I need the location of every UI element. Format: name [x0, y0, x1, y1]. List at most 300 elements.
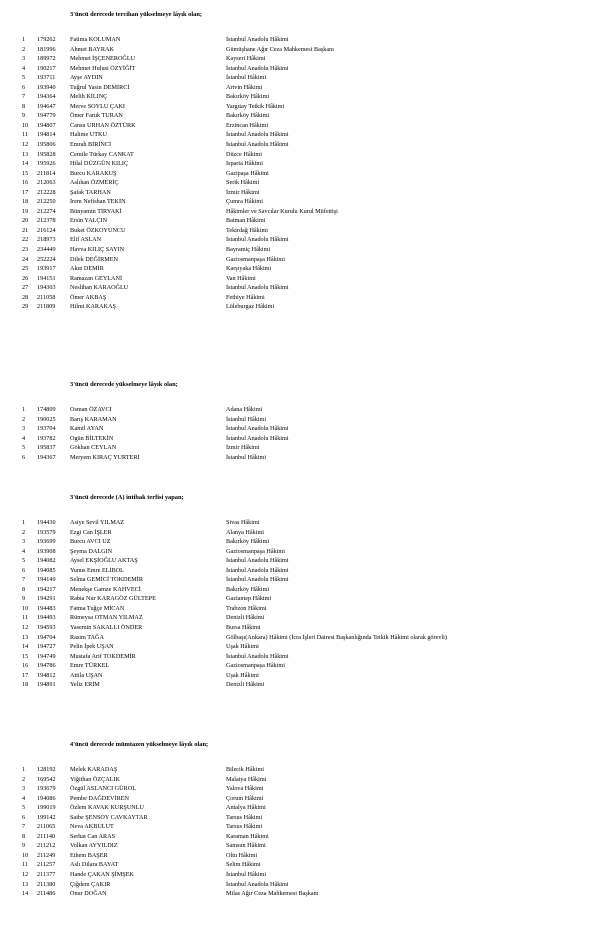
registry-number: 193917 [37, 265, 56, 273]
duty-station: Bilecik Hâkimi [226, 766, 264, 773]
row-number: 11 [22, 131, 28, 139]
duty-station: İstanbul Hâkimi [226, 415, 267, 423]
duty-station: Serik Hâkimi [226, 179, 260, 187]
registry-number: 179262 [37, 36, 56, 43]
registry-number: 194779 [37, 112, 56, 120]
duty-station: İstanbul Anadolu Hâkimi [226, 425, 289, 433]
list-row [0, 528, 605, 538]
row-number: 4 [22, 434, 26, 442]
row-number: 3 [22, 425, 26, 433]
list-row [0, 150, 605, 160]
person-name: Hilal DÜZGÜN KILIÇ [70, 160, 129, 168]
row-number: 2 [22, 528, 26, 536]
row-number: 9 [22, 112, 26, 120]
duty-station: Bakırköy Hâkimi [226, 93, 270, 101]
registry-number: 212274 [37, 207, 56, 215]
list-row [0, 680, 605, 690]
duty-station: İstanbul Anadolu Hâkimi [226, 284, 289, 292]
list-row [0, 111, 605, 121]
list-row [0, 35, 605, 45]
row-number: 1 [22, 36, 26, 43]
list-row [0, 102, 605, 112]
person-name: Cansu URHAN ÖZTÜRK [70, 121, 136, 129]
duty-station: İstanbul Anadolu Hâkimi [226, 141, 289, 149]
person-name: Kamil AYAN [70, 425, 104, 433]
registry-number: 212063 [37, 179, 56, 187]
list-row [0, 226, 605, 236]
duty-station: İstanbul Hâkimi [226, 453, 267, 461]
registry-number: 211140 [37, 832, 56, 840]
list-row [0, 121, 605, 131]
duty-station: İstanbul Anadolu Hâkimi [226, 64, 289, 72]
person-name: Pembe DAĞDEVİREN [70, 794, 129, 802]
person-name: Cemile Türkay CANKAT [70, 150, 134, 158]
duty-station: İstanbul Anadolu Hâkimi [226, 36, 289, 43]
duty-station: Milas Ağır Ceza Mahkemesi Başkanı [226, 890, 319, 898]
duty-station: İzmir Hâkimi [226, 444, 260, 452]
duty-station: Selim Hâkimi [226, 861, 261, 869]
person-name: Emre TÜRKEL [70, 662, 110, 670]
registry-number: 194786 [37, 662, 56, 670]
list-row [0, 518, 605, 528]
duty-station: Van Hâkimi [226, 274, 256, 282]
list-row [0, 188, 605, 198]
duty-station: Bakırköy Hâkimi [226, 585, 270, 593]
list-row [0, 537, 605, 547]
duty-station: Bakırköy Hâkimi [226, 538, 270, 546]
registry-number: 181996 [37, 45, 56, 53]
list-row [0, 566, 605, 576]
person-name: Aslıhan ÖZMERİÇ [70, 179, 119, 187]
row-number: 5 [22, 557, 26, 565]
list-row [0, 54, 605, 64]
list-row [0, 671, 605, 681]
person-name: Melek KARADAŞ [70, 766, 118, 773]
registry-number: 194217 [37, 585, 56, 593]
row-number: 21 [22, 226, 29, 234]
row-number: 12 [22, 141, 29, 149]
duty-station: Denizli Hâkimi [226, 681, 265, 689]
list-row [0, 803, 605, 813]
row-number: 10 [22, 851, 29, 859]
duty-station: İstanbul Anadolu Hâkimi [226, 557, 289, 565]
registry-number: 252224 [37, 255, 56, 263]
person-name: Attila UŞAN [70, 671, 103, 679]
list-row [0, 813, 605, 823]
person-name: Osman ÖZAVCI [70, 406, 112, 413]
duty-station: Gazipaşa Hâkimi [226, 169, 269, 177]
duty-station: İstanbul Hâkimi [226, 74, 267, 82]
row-number: 5 [22, 444, 26, 452]
row-number: 4 [22, 547, 26, 555]
list-row [0, 880, 605, 890]
row-number: 17 [22, 671, 29, 679]
list-row [0, 216, 605, 226]
row-number: 26 [22, 274, 29, 282]
duty-station: Gaziosmanpaşa Hâkimi [226, 547, 285, 555]
registry-number: 193679 [37, 785, 56, 793]
registry-number: 193704 [37, 425, 56, 433]
registry-number: 194493 [37, 614, 56, 622]
list-row [0, 594, 605, 604]
duty-station: Lüleburgaz Hâkimi [226, 303, 275, 311]
row-number: 13 [22, 150, 29, 158]
list-row [0, 159, 605, 169]
duty-station: Oltu Hâkimi [226, 851, 258, 859]
list-row [0, 575, 605, 585]
registry-number: 194364 [37, 93, 56, 101]
duty-station: Antalya Hâkimi [226, 804, 266, 812]
list-row [0, 255, 605, 265]
registry-number: 194704 [37, 633, 56, 641]
duty-station: Isparta Hâkimi [226, 160, 263, 168]
registry-number: 193579 [37, 528, 56, 536]
row-number: 17 [22, 188, 29, 196]
registry-number: 194647 [37, 102, 56, 110]
duty-station: Alanya Hâkimi [226, 528, 264, 536]
person-name: Fatima KOLUMAN [70, 36, 121, 43]
list-row [0, 245, 605, 255]
person-name: Özlem KAVAK KURŞUNLU [70, 804, 145, 812]
row-number: 5 [22, 804, 26, 812]
registry-number: 194082 [37, 557, 56, 565]
row-number: 10 [22, 121, 29, 129]
registry-number: 194891 [37, 681, 56, 689]
registry-number: 212378 [37, 217, 56, 225]
list-row [0, 302, 605, 312]
list-row [0, 870, 605, 880]
registry-number: 193782 [37, 434, 56, 442]
registry-number: 211814 [37, 169, 56, 177]
row-number: 1 [22, 519, 26, 526]
registry-number: 211377 [37, 871, 56, 879]
row-number: 4 [22, 64, 26, 72]
person-name: Neva AKBULUT [70, 823, 114, 831]
row-number: 9 [22, 595, 26, 603]
duty-station: Kayseri Hâkimi [226, 55, 266, 63]
duty-station: Batman Hâkimi [226, 217, 266, 225]
list-row [0, 235, 605, 245]
person-name: Asiye Sevil YILMAZ [70, 519, 125, 526]
row-number: 13 [22, 633, 29, 641]
row-number: 3 [22, 55, 26, 63]
registry-number: 211212 [37, 842, 56, 850]
duty-station: Gaziantep Hâkimi [226, 595, 272, 603]
registry-number: 194086 [37, 794, 56, 802]
list-row [0, 765, 605, 775]
person-name: Akın DEMİR [70, 265, 104, 273]
registry-number: 194151 [37, 274, 56, 282]
row-number: 19 [22, 207, 29, 215]
registry-number: 128192 [37, 766, 56, 773]
list-row [0, 169, 605, 179]
row-number: 4 [22, 794, 26, 802]
person-name: Elif ASLAN [70, 236, 102, 244]
list-row [0, 661, 605, 671]
person-name: Burcu KARAKUŞ [70, 169, 117, 177]
list-row [0, 613, 605, 623]
duty-station: Artvin Hâkimi [226, 83, 263, 91]
person-name: Mehmet Hulusi ÖZYİĞİT [70, 64, 136, 72]
registry-number: 211257 [37, 861, 56, 869]
person-name: Ethem BAŞER [70, 851, 108, 859]
person-name: Ömer Faruk TURAN [70, 112, 123, 120]
row-number: 24 [22, 255, 29, 263]
registry-number: 195806 [37, 141, 56, 149]
row-number: 11 [22, 614, 28, 622]
duty-station: Gölbaşı(Ankara) Hâkimi (İcra İşleri Dairesi Başkanlığında Tetkik Hâkimi olarak görevli) [226, 633, 447, 641]
row-number: 12 [22, 871, 29, 879]
row-number: 5 [22, 74, 26, 82]
section-title-intibak: 3'üncü derecede (A) intibak terfisi yapan; [70, 494, 184, 501]
list-row [0, 889, 605, 899]
registry-number: 218973 [37, 236, 56, 244]
person-name: Hande ÇAKAN ŞİMŞEK [70, 871, 134, 879]
person-name: Ayşe AYDIN [70, 74, 103, 82]
duty-station: Adana Hâkimi [226, 406, 263, 413]
section-title-yukselmeye: 3'üncü derecede yükselmeye lâyık olan; [70, 381, 178, 388]
person-name: Merve SOYLU ÇAKI [70, 102, 125, 110]
list-row [0, 822, 605, 832]
row-number: 7 [22, 576, 26, 584]
registry-number: 195828 [37, 150, 56, 158]
list-row [0, 642, 605, 652]
person-name: Aslı Dilara BAYAT [70, 861, 119, 869]
person-name: Volkan AYYILDIZ [70, 842, 118, 850]
row-number: 8 [22, 585, 26, 593]
registry-number: 193711 [37, 74, 56, 82]
duty-station: Karaman Hâkimi [226, 832, 269, 840]
registry-number: 199142 [37, 813, 56, 821]
person-name: Aysel EKŞİOĞLU AKTAŞ [70, 557, 138, 565]
list-row [0, 841, 605, 851]
duty-station: Fethiye Hâkimi [226, 293, 265, 301]
section-mumtazen-list [0, 765, 605, 899]
person-name: Neslihan KARAOĞLU [70, 284, 129, 292]
duty-station: Trabzon Hâkimi [226, 604, 267, 612]
section-tercihan-list [0, 35, 605, 312]
row-number: 14 [22, 160, 29, 168]
person-name: Yunus Emre ELİBOL [70, 566, 124, 574]
person-name: Ahmet BAYRAK [70, 45, 114, 53]
person-name: Meryem KIRAÇ YURTERİ [70, 453, 140, 461]
registry-number: 194303 [37, 284, 56, 292]
row-number: 12 [22, 624, 29, 632]
person-name: Bünyamin TİRYAKİ [70, 207, 122, 215]
person-name: Pelin İpek UŞAN [70, 643, 114, 651]
section-intibak-list [0, 518, 605, 690]
row-number: 1 [22, 406, 26, 413]
row-number: 18 [22, 681, 29, 689]
list-row [0, 178, 605, 188]
person-name: Ogün BİLTEKİN [70, 434, 114, 442]
row-number: 2 [22, 415, 26, 423]
duty-station: İstanbul Anadolu Hâkimi [226, 880, 289, 888]
person-name: Yasemin SAKALLI ÖNDER [70, 624, 143, 632]
duty-station: İstanbul Anadolu Hâkimi [226, 566, 289, 574]
registry-number: 234449 [37, 246, 56, 254]
duty-station: Tarsus Hâkimi [226, 823, 263, 831]
duty-station: İstanbul Anadolu Hâkimi [226, 131, 289, 139]
registry-number: 194727 [37, 643, 56, 651]
row-number: 14 [22, 643, 29, 651]
list-row [0, 585, 605, 595]
row-number: 15 [22, 169, 29, 177]
registry-number: 211249 [37, 851, 56, 859]
registry-number: 194749 [37, 652, 56, 660]
duty-station: Sivas Hâkimi [226, 519, 260, 526]
list-row [0, 794, 605, 804]
duty-station: Gümüşhane Ağır Ceza Mahkemesi Başkanı [226, 45, 334, 53]
list-row [0, 405, 605, 415]
person-name: Rasim TAĞA [70, 633, 104, 641]
list-row [0, 784, 605, 794]
row-number: 25 [22, 265, 29, 273]
registry-number: 194149 [37, 576, 56, 584]
registry-number: 211065 [37, 823, 56, 831]
row-number: 29 [22, 303, 29, 311]
registry-number: 199019 [37, 804, 56, 812]
list-row [0, 860, 605, 870]
registry-number: 189972 [37, 55, 56, 63]
row-number: 10 [22, 604, 29, 612]
registry-number: 194430 [37, 519, 56, 526]
row-number: 27 [22, 284, 29, 292]
list-row [0, 851, 605, 861]
person-name: Yeliz ERİM [70, 681, 100, 689]
list-row [0, 434, 605, 444]
row-number: 16 [22, 662, 29, 670]
row-number: 2 [22, 45, 26, 53]
registry-number: 193908 [37, 547, 56, 555]
registry-number: 194367 [37, 453, 56, 461]
duty-station: Bayramiç Hâkimi [226, 246, 271, 254]
row-number: 11 [22, 861, 28, 869]
duty-station: Samsun Hâkimi [226, 842, 266, 850]
person-name: Özgül ASLANCI GÜROL [70, 785, 136, 793]
person-name: Barış KARAMAN [70, 415, 117, 423]
person-name: Çiğdem ÇAKIR [70, 880, 111, 888]
row-number: 22 [22, 236, 29, 244]
list-row [0, 832, 605, 842]
person-name: Hilmi KARAKAŞ [70, 303, 116, 311]
list-row [0, 775, 605, 785]
person-name: Melih KILINÇ [70, 93, 108, 101]
row-number: 20 [22, 217, 29, 225]
section-title-mumtazen: 4'üncü derecede mümtazen yükselmeye lâyık olan; [70, 741, 209, 748]
list-row [0, 415, 605, 425]
row-number: 14 [22, 890, 29, 898]
list-row [0, 604, 605, 614]
duty-station: İzmir Hâkimi [226, 188, 260, 196]
person-name: Ramazan GEYLANİ [70, 274, 123, 282]
row-number: 6 [22, 83, 26, 91]
person-name: Menekşe Gamze KAHVECİ [70, 585, 141, 593]
duty-station: İstanbul Anadolu Hâkimi [226, 434, 289, 442]
list-row [0, 130, 605, 140]
person-name: Serhat Can ARAS [70, 832, 116, 840]
row-number: 8 [22, 832, 26, 840]
person-name: Buket ÖZKOYUNCU [70, 226, 126, 234]
person-name: Ömer AKBAŞ [70, 293, 107, 301]
row-number: 1 [22, 766, 26, 773]
person-name: Ezgi Can İŞLER [70, 528, 112, 536]
registry-number: 212228 [37, 188, 56, 196]
duty-station: Hâkimler ve Savcılar Kurulu Kurul Müfettişi [226, 207, 338, 215]
person-name: Yiğithan ÖZÇALIK [70, 775, 121, 783]
person-name: Saibe ŞENSOY CAVKAYTAR [70, 813, 148, 821]
row-number: 6 [22, 813, 26, 821]
duty-station: Tarsus Hâkimi [226, 813, 263, 821]
row-number: 6 [22, 453, 26, 461]
duty-station: İstanbul Anadolu Hâkimi [226, 576, 289, 584]
registry-number: 194291 [37, 595, 56, 603]
registry-number: 195837 [37, 444, 56, 452]
registry-number: 193940 [37, 83, 56, 91]
registry-number: 211486 [37, 890, 56, 898]
registry-number: 194483 [37, 604, 56, 612]
list-row [0, 556, 605, 566]
registry-number: 169542 [37, 775, 56, 783]
row-number: 18 [22, 198, 29, 206]
row-number: 9 [22, 842, 26, 850]
registry-number: 194593 [37, 624, 56, 632]
list-row [0, 64, 605, 74]
list-row [0, 264, 605, 274]
person-name: Emrah BİRİNCİ [70, 141, 112, 149]
row-number: 7 [22, 823, 26, 831]
registry-number: 193699 [37, 538, 56, 546]
list-row [0, 207, 605, 217]
row-number: 3 [22, 785, 26, 793]
list-row [0, 83, 605, 93]
person-name: Rümeysa OTMAN YILMAZ [70, 614, 143, 622]
person-name: Şeyma DALGIN [70, 547, 113, 555]
registry-number: 211809 [37, 303, 56, 311]
registry-number: 190217 [37, 64, 56, 72]
person-name: Selma GEMİCİ TOKDEMİR [70, 576, 143, 584]
list-row [0, 197, 605, 207]
list-row [0, 92, 605, 102]
person-name: Burcu AVCI UZ [70, 538, 111, 546]
duty-station: Çorum Hâkimi [226, 794, 264, 802]
person-name: Mustafa Arif TOKDEMİR [70, 652, 136, 660]
row-number: 8 [22, 102, 26, 110]
list-row [0, 45, 605, 55]
person-name: Rabia Nur KARAGÖZ GÜLTEPE [70, 595, 156, 603]
registry-number: 194812 [37, 671, 56, 679]
list-row [0, 283, 605, 293]
row-number: 7 [22, 93, 26, 101]
list-row [0, 73, 605, 83]
registry-number: 212250 [37, 198, 56, 206]
person-name: Onur DOĞAN [70, 890, 107, 898]
duty-station: Bursa Hâkimi [226, 624, 261, 632]
duty-station: Uşak Hâkimi [226, 671, 259, 679]
person-name: Dilek DEĞİRMEN [70, 255, 118, 263]
duty-station: Erzincan Hâkimi [226, 121, 269, 129]
registry-number: 190025 [37, 415, 56, 423]
list-row [0, 623, 605, 633]
duty-station: Uşak Hâkimi [226, 643, 259, 651]
section-yukselmeye-list [0, 405, 605, 462]
duty-station: Tekirdağ Hâkimi [226, 226, 269, 234]
duty-station: Karşıyaka Hâkimi [226, 265, 272, 273]
row-number: 16 [22, 179, 29, 187]
list-row [0, 652, 605, 662]
duty-station: Yargıtay Tetkik Hâkimi [226, 102, 285, 110]
row-number: 23 [22, 246, 29, 254]
